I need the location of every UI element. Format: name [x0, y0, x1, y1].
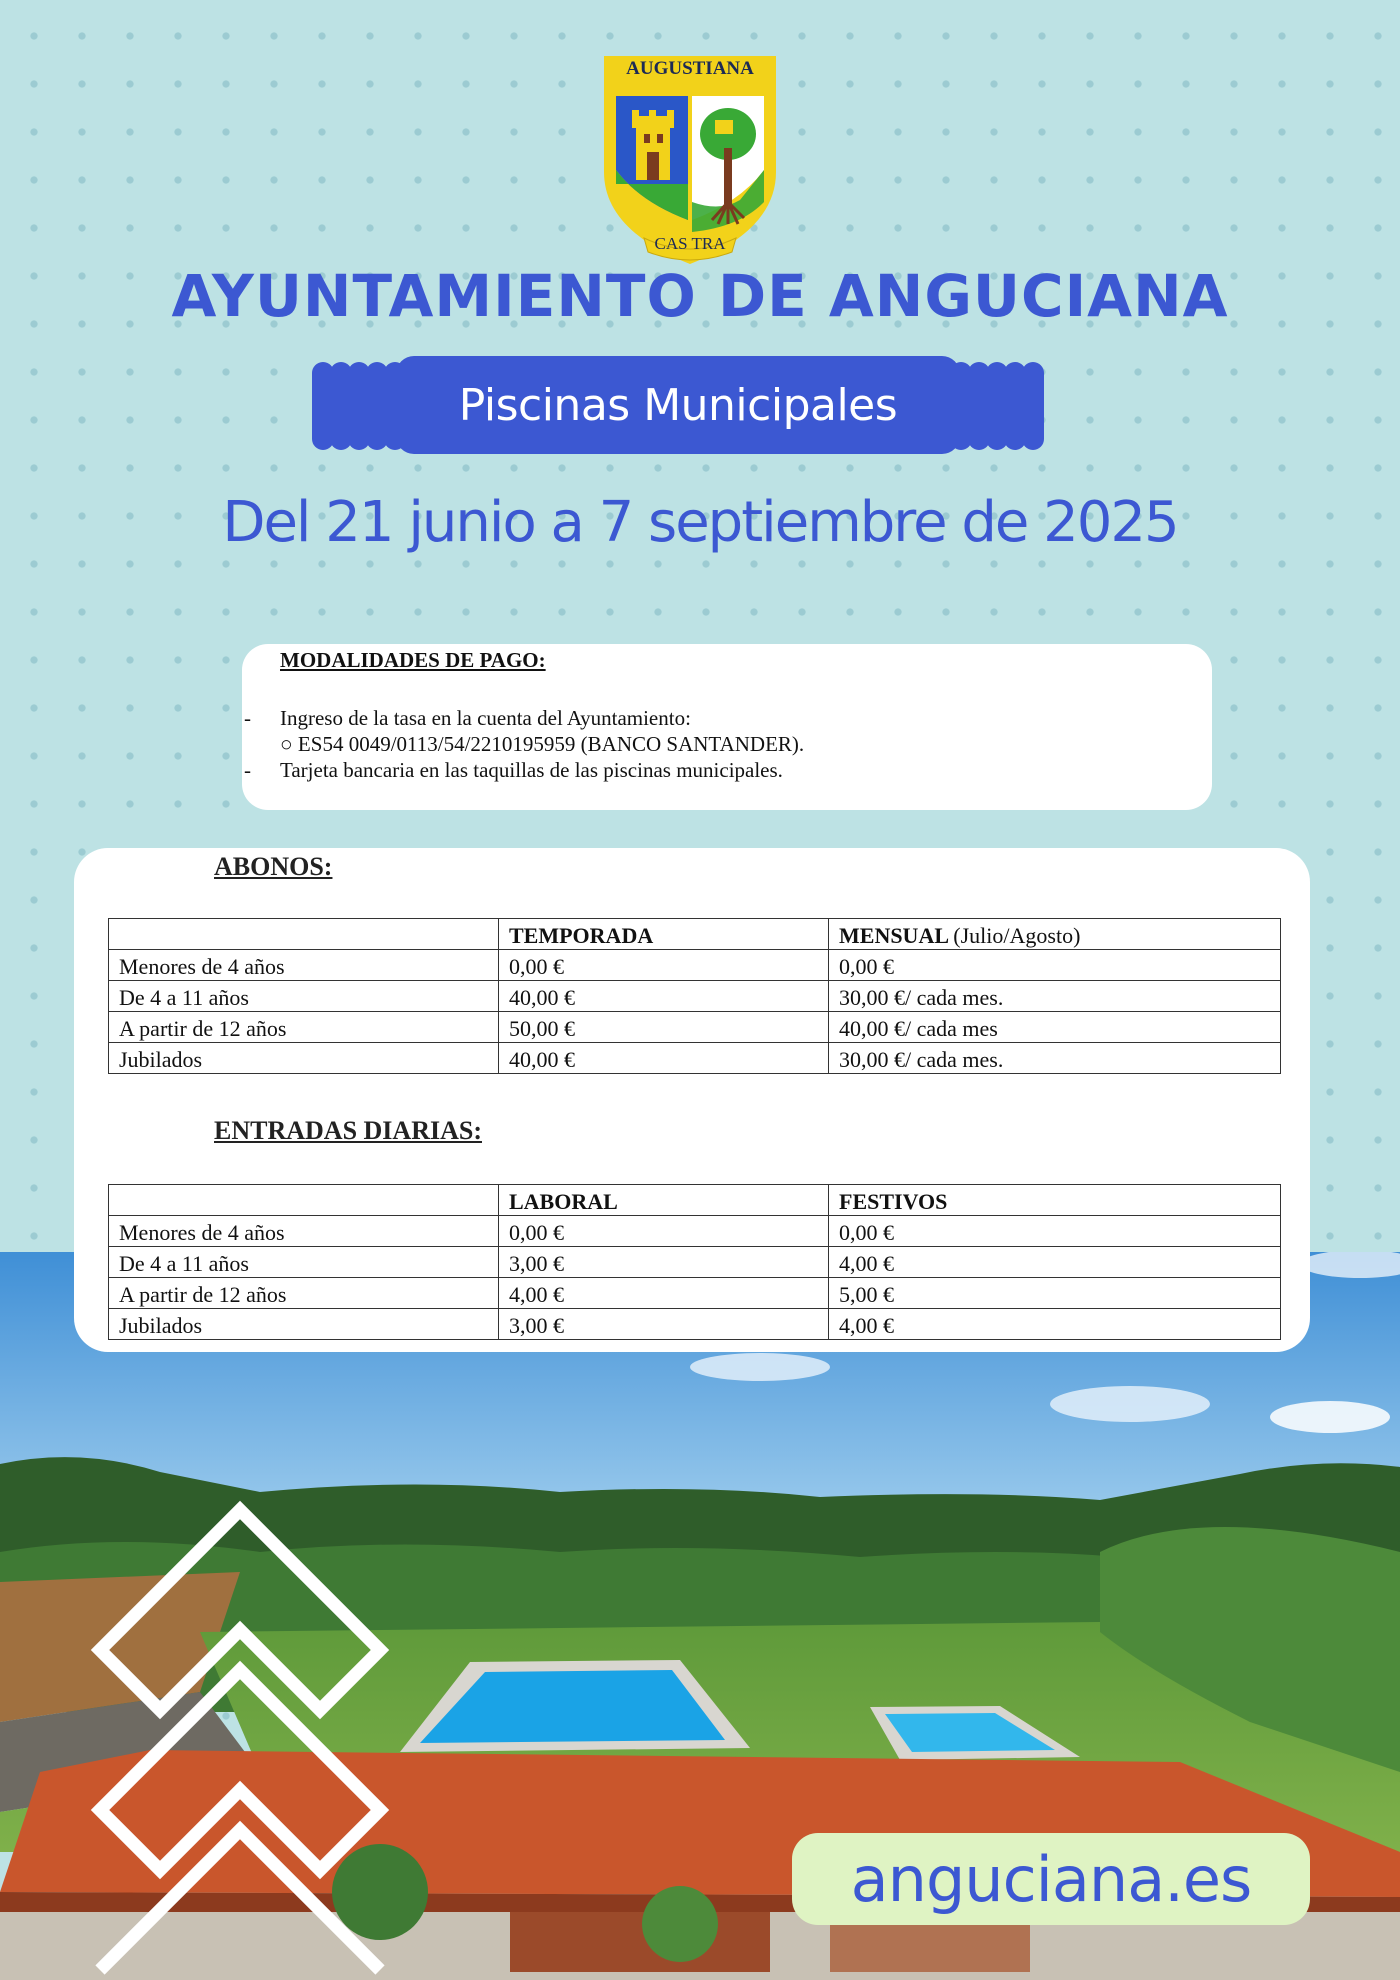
table-header-laboral: LABORAL	[499, 1185, 829, 1216]
pool-banner	[312, 356, 1044, 454]
price-cell: 4,00 €	[829, 1247, 1281, 1278]
price-cell: 0,00 €	[499, 1216, 829, 1247]
payment-item-transfer: Ingreso de la tasa en la cuenta del Ayuntamiento:	[280, 706, 691, 730]
crest-top-text: AUGUSTIANA	[626, 58, 754, 79]
payment-methods-card	[242, 644, 1212, 810]
table-row	[109, 1278, 1281, 1309]
abonos-title: ABONOS:	[214, 852, 333, 881]
table-row	[109, 981, 1281, 1012]
crest-bottom-text: CAS TRA	[654, 234, 726, 253]
price-cell: 50,00 €	[499, 1012, 829, 1043]
table-header-blank	[109, 919, 499, 950]
list-dash: -	[244, 758, 251, 782]
price-cell: 4,00 €	[499, 1278, 829, 1309]
list-dash: -	[244, 706, 251, 730]
price-cell: 40,00 €/ cada mes	[829, 1012, 1281, 1043]
table-row	[109, 1216, 1281, 1247]
table-header-row	[109, 919, 1281, 950]
header-mensual-note: (Julio/Agosto)	[953, 923, 1081, 948]
table-row	[109, 1247, 1281, 1278]
table-row	[109, 1043, 1281, 1074]
group-cell: A partir de 12 años	[109, 1012, 499, 1043]
price-cell: 0,00 €	[829, 950, 1281, 981]
price-cell: 3,00 €	[499, 1309, 829, 1340]
group-cell: Jubilados	[109, 1043, 499, 1074]
group-cell: Menores de 4 años	[109, 950, 499, 981]
website-link[interactable]: anguciana.es	[792, 1833, 1310, 1925]
town-crest	[600, 52, 780, 267]
table-header-temporada: TEMPORADA	[499, 919, 829, 950]
table-row	[109, 950, 1281, 981]
price-cell: 0,00 €	[499, 950, 829, 981]
chevron-up-decoration	[90, 1490, 390, 1980]
payment-item-card: Tarjeta bancaria en las taquillas de las piscinas municipales.	[280, 758, 783, 782]
price-cell: 5,00 €	[829, 1278, 1281, 1309]
season-dates: Del 21 junio a 7 septiembre de 2025	[222, 490, 1178, 555]
group-cell: Menores de 4 años	[109, 1216, 499, 1247]
page-title: AYUNTAMIENTO DE ANGUCIANA	[171, 262, 1229, 330]
entradas-table	[108, 1184, 1281, 1340]
tariffs-card	[74, 848, 1310, 1352]
table-header-festivos: FESTIVOS	[829, 1185, 1281, 1216]
price-cell: 4,00 €	[829, 1309, 1281, 1340]
price-cell: 30,00 €/ cada mes.	[829, 1043, 1281, 1074]
price-cell: 40,00 €	[499, 1043, 829, 1074]
entradas-title: ENTRADAS DIARIAS:	[214, 1116, 482, 1145]
banner-label: Piscinas Municipales	[458, 379, 898, 431]
group-cell: De 4 a 11 años	[109, 1247, 499, 1278]
price-cell: 30,00 €/ cada mes.	[829, 981, 1281, 1012]
table-header-mensual	[829, 919, 1281, 950]
header-mensual-label: MENSUAL	[839, 923, 948, 948]
price-cell: 3,00 €	[499, 1247, 829, 1278]
abonos-table	[108, 918, 1281, 1074]
table-header-row	[109, 1185, 1281, 1216]
group-cell: De 4 a 11 años	[109, 981, 499, 1012]
table-row	[109, 1012, 1281, 1043]
payment-title: MODALIDADES DE PAGO:	[280, 648, 546, 672]
payment-item-account: ○ ES54 0049/0113/54/2210195959 (BANCO SANTANDER).	[280, 732, 805, 756]
chevron-up-icon	[90, 1490, 390, 1980]
price-cell: 40,00 €	[499, 981, 829, 1012]
group-cell: A partir de 12 años	[109, 1278, 499, 1309]
table-row	[109, 1309, 1281, 1340]
price-cell: 0,00 €	[829, 1216, 1281, 1247]
table-header-blank	[109, 1185, 499, 1216]
group-cell: Jubilados	[109, 1309, 499, 1340]
